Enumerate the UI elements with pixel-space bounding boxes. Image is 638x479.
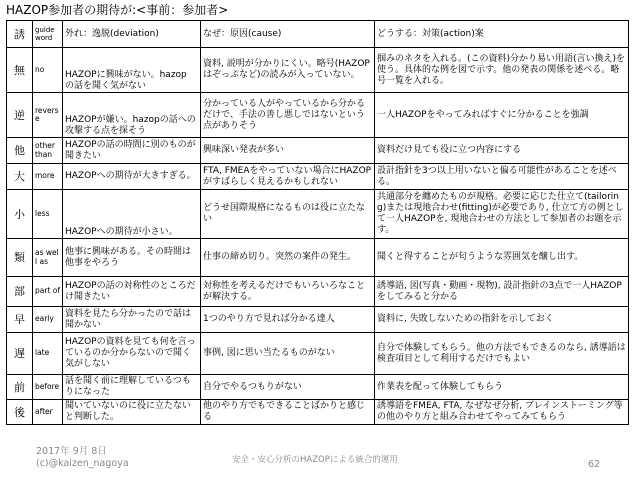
- row-action: 設計指針を3つ以上用いないと偏る可能性があることを述べる。: [375, 164, 629, 190]
- footer-title: 安全・安心分析のHAZOPによる統合的運用: [232, 455, 398, 465]
- row-cause: 事例, 図に思い当たるものがない: [201, 333, 375, 375]
- row-deviation: 話を聞く前に理解しているつもりになった: [63, 375, 201, 400]
- table-row: [7, 48, 629, 93]
- row-keyword: 他: [7, 138, 33, 164]
- row-cause: 分かっている人がやっているから分かるだけで、手法の善し悪しではないという点がありそう: [201, 93, 375, 138]
- row-guideword: early: [33, 307, 63, 333]
- row-cause: 自分でやるつもりがない: [201, 375, 375, 400]
- row-action: 聞くと得することが匂うような雰囲気を醸し出す。: [375, 239, 629, 277]
- table-row: [7, 164, 629, 190]
- row-action: 資料だけ見ても役に立つ内容にする: [375, 138, 629, 164]
- row-deviation: HAZOPが嫌い。hazopの話への攻撃する点を探そう: [63, 93, 201, 138]
- footer-date: 2017年 9月 8日: [36, 446, 107, 457]
- row-deviation: 他事に興味がある。その時間は他事をやろう: [63, 239, 201, 277]
- row-action: 共通部分を纏めたものが規格。必要に応じた仕立て(tailoring)または現地合わせ(fitting)が必要であり, 仕立て方の例として一人HAZOPを, 現地合わせの方法として参加者のお題を示す。: [375, 190, 629, 239]
- table-row: [7, 239, 629, 277]
- row-deviation: HAZOPの資料を見ても何を言っているのか分からないので聞く気がしない: [63, 333, 201, 375]
- row-cause: FTA, FMEAをやっていない場合にHAZOPがすばらしく見えるかもしれない: [201, 164, 375, 190]
- hazop-table: [6, 20, 629, 425]
- row-cause: 資料, 説明が分かりにくい。略号(HAZOPはぞっぷなど)の読みが入っていない。: [201, 48, 375, 93]
- row-cause: 興味深い発表が多い: [201, 138, 375, 164]
- row-deviation: HAZOPへの期待が小さい。: [63, 190, 201, 239]
- table-row: [7, 375, 629, 400]
- row-keyword: 前: [7, 375, 33, 400]
- table-row: [7, 93, 629, 138]
- row-guideword: late: [33, 333, 63, 375]
- row-deviation: 資料を見たら分かったので話は聞かない: [63, 307, 201, 333]
- row-guideword: no: [33, 48, 63, 93]
- row-guideword: reverse: [33, 93, 63, 138]
- header-cause: なぜ：原因(cause): [201, 21, 375, 48]
- header-deviation: 外れ：逸脱(deviation): [63, 21, 201, 48]
- row-keyword: 大: [7, 164, 33, 190]
- header-keyword: 誘: [7, 21, 33, 48]
- table-row: [7, 138, 629, 164]
- row-deviation: 聞いていないのに役に立たないと判断した。: [63, 400, 201, 425]
- row-guideword: part of: [33, 277, 63, 307]
- header-guideword: guide word: [33, 21, 63, 48]
- row-keyword: 遅: [7, 333, 33, 375]
- row-guideword: before: [33, 375, 63, 400]
- row-keyword: 部: [7, 277, 33, 307]
- table-row: [7, 400, 629, 425]
- footer-date-copyright: [36, 446, 129, 470]
- row-guideword: as well as: [33, 239, 63, 277]
- row-keyword: 早: [7, 307, 33, 333]
- row-cause: 他のやり方でもできることばかりと感じる: [201, 400, 375, 425]
- row-guideword: less: [33, 190, 63, 239]
- row-guideword: other than: [33, 138, 63, 164]
- header-action: どうする：対策(action)案: [375, 21, 629, 48]
- row-action: 作業表を配って体験してもらう: [375, 375, 629, 400]
- row-guideword: after: [33, 400, 63, 425]
- row-cause: どうせ国際規格になるものは役に立たない: [201, 190, 375, 239]
- table-row: [7, 190, 629, 239]
- row-cause: 対称性を考えるだけでもいろいろなことが解決する。: [201, 277, 375, 307]
- row-cause: 1つのやり方で見れば分かる達人: [201, 307, 375, 333]
- row-action: 誘導語をFMEA, FTA, なぜなぜ分析, ブレインストーミング等の他のやり方と組み合わせてやってみてもらう: [375, 400, 629, 425]
- row-action: 掴みのネタを入れる。(この資料)分かり易い用語(言い換え)を使う。具体的な例を図で示す。他の発表の関係を述べる。略号一覧を入れる。: [375, 48, 629, 93]
- row-deviation: HAZOPへの期待が大きすぎる。: [63, 164, 201, 190]
- row-keyword: 後: [7, 400, 33, 425]
- row-keyword: 小: [7, 190, 33, 239]
- header-row: [7, 21, 629, 48]
- table-row: [7, 333, 629, 375]
- row-action: 一人HAZOPをやってみればすぐに分かることを強調: [375, 93, 629, 138]
- row-action: 誘導語, 図(写真・動画・現物), 設計指針の3点で一人HAZOPをしてみると分かる: [375, 277, 629, 307]
- row-deviation: HAZOPの話の時間に別のものが聞きたい: [63, 138, 201, 164]
- row-keyword: 類: [7, 239, 33, 277]
- row-cause: 仕事の締め切り。突然の案件の発生。: [201, 239, 375, 277]
- page-title: HAZOP参加者の期待が:<事前：参加者>: [6, 3, 229, 17]
- row-keyword: 無: [7, 48, 33, 93]
- table-row: [7, 277, 629, 307]
- row-keyword: 逆: [7, 93, 33, 138]
- row-action: 自分で体験してもらう。他の方法でもできるのなら, 誘導語は検査項目として利用するだけでもよい: [375, 333, 629, 375]
- row-deviation: HAZOPの話の対称性のところだけ聞きたい: [63, 277, 201, 307]
- row-guideword: more: [33, 164, 63, 190]
- footer-copyright: (c)@kaizen_nagoya: [36, 458, 129, 469]
- row-deviation: HAZOPに興味がない。hazop の話を聞く気がない: [63, 48, 201, 93]
- table-row: [7, 307, 629, 333]
- row-action: 資料に, 失敗しないための指針を示しておく: [375, 307, 629, 333]
- page-number: 62: [588, 459, 601, 470]
